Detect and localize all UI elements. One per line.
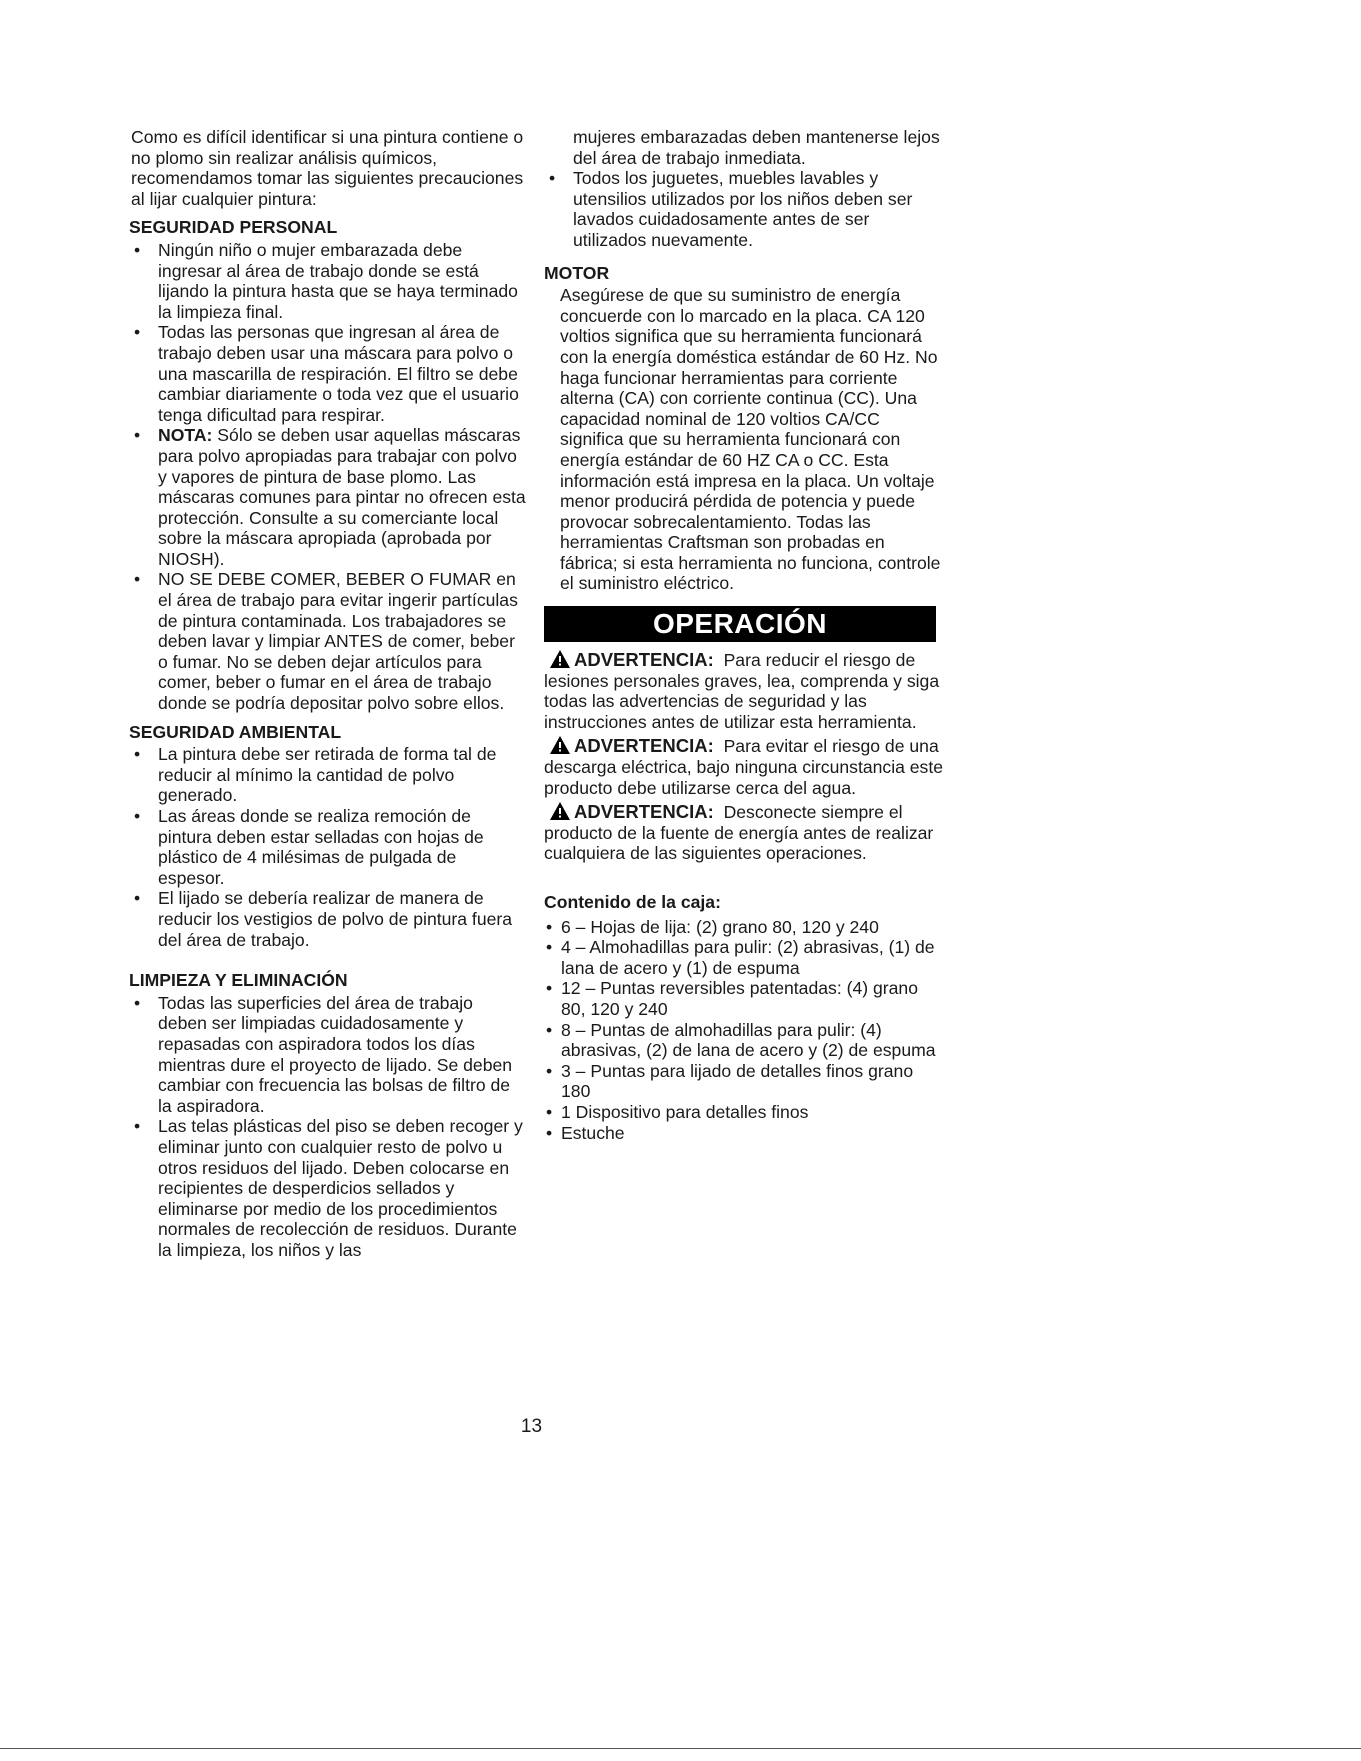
seguridad-ambiental-list (131, 744, 526, 950)
left-column (131, 127, 526, 1260)
limpieza-list (131, 993, 526, 1261)
list-item: • 12 – Puntas reversibles patentadas: (4) grano 80, 120 y 240 (546, 978, 918, 1019)
list-item: • Las telas plásticas del piso se deben recoger y eliminar junto con cualquier resto de polvo u otros residuos del lijado. Deben colocarse en recipientes de desperdicios sellados y eliminarse por medio de los procedimientos normales de recolección de residuos. Durante la limpieza, los niños y las (134, 1116, 523, 1260)
list-item: • La pintura debe ser retirada de forma tal de reducir al mínimo la cantidad de polvo generado. (134, 744, 497, 806)
warning-label: ADVERTENCIA: (574, 649, 714, 671)
right-column (546, 127, 946, 1143)
list-item: • Todas las superficies del área de trabajo deben ser limpiadas cuidadosamente y repasadas con aspiradora todos los días mientras dure el proyecto de lijado. Se deben cambiar con frecuencia las bolsas de filtro de la aspiradora. (134, 992, 513, 1116)
list-item: • Las áreas donde se realiza remoción de pintura deben estar selladas con hojas de plástico de 4 milésimas de pulgada de espesor. (134, 806, 484, 888)
juguetes-list (546, 168, 946, 250)
motor-paragraph: Asegúrese de que su suministro de energía concuerde con lo marcado en la placa. CA 120 voltios significa que su herramienta funcionará con la energía doméstica estándar de 60 Hz. No haga funcionar herramientas para corriente alterna (CA) con corriente continua (CC). Una capacidad nominal de 120 voltios CA/CC significa que su herramienta funcionará con energía estándar de 60 HZ CA o CC. Esta información está impresa en la placa. Un voltaje menor producirá pérdida de potencia y puede provocar sobrecalentamiento. Todas las herramientas Craftsman son probadas en fábrica; si esta herramienta no funciona, controle el suministro eléctrico. (560, 285, 941, 594)
continuation-paragraph: mujeres embarazadas deben mantenerse lejos del área de trabajo inmediata. (573, 127, 940, 168)
heading-seguridad-ambiental: SEGURIDAD AMBIENTAL (129, 721, 342, 742)
warning-3: ADVERTENCIA: Desconecte siempre el producto de la fuente de energía antes de realizar cualquiera de las siguientes operaciones. (544, 801, 934, 864)
list-item: • Estuche (546, 1122, 625, 1143)
list-item: • 3 – Puntas para lijado de detalles finos grano 180 (546, 1060, 914, 1102)
list-item: • 4 – Almohadillas para pulir: (2) abrasivas, (1) de lana de acero y (1) de espuma (546, 937, 935, 978)
warning-1: ADVERTENCIA: Para reducir el riesgo de lesiones personales graves, lea, comprenda y siga todas las advertencias de seguridad y las instrucciones antes de utilizar esta herramienta. (544, 649, 940, 732)
list-item-nota: • NOTA: Sólo se deben usar aquellas máscaras para polvo apropiadas para trabajar con polvo y vapores de pintura de base plomo. Las máscaras comunes para pintar no ofrecen esta protección. Consulte a su comerciante local sobre la máscara apropiada (aprobada por NIOSH). (134, 425, 526, 569)
contenido-heading: Contenido de la caja: (544, 892, 721, 912)
warning-triangle-icon (550, 802, 570, 820)
nota-label: NOTA: (158, 425, 213, 446)
warning-label: ADVERTENCIA: (574, 735, 714, 757)
warning-2: ADVERTENCIA: Para evitar el riesgo de una descarga eléctrica, bajo ninguna circunstancia este producto debe utilizarse cerca del agua. (544, 735, 944, 798)
contenido-list (546, 917, 946, 1144)
list-item: • 1 Dispositivo para detalles finos (546, 1101, 809, 1122)
list-item: • 8 – Puntas de almohadillas para pulir: (4) abrasivas, (2) de lana de acero y (2) de espuma (546, 1019, 936, 1061)
operacion-banner: OPERACIÓN (544, 606, 936, 642)
warning-triangle-icon (550, 650, 570, 668)
bottom-rule (0, 1748, 1361, 1749)
list-item: • Todos los juguetes, muebles lavables y utensilios utilizados por los niños deben ser lavados cuidadosamente antes de ser utilizados nuevamente. (549, 168, 913, 250)
list-item: • NO SE DEBE COMER, BEBER O FUMAR en el área de trabajo para evitar ingerir partículas de pintura contaminada. Los trabajadores se deben lavar y limpiar ANTES de comer, beber o fumar. No se deben dejar artículos para comer, beber o fumar en el área de trabajo donde se podría depositar polvo sobre ellos. (134, 569, 518, 714)
intro-paragraph: Como es difícil identificar si una pintura contiene o no plomo sin realizar análisis químicos, recomendamos tomar las siguientes precauciones al lijar cualquier pintura: (131, 127, 524, 209)
list-item: • Todas las personas que ingresan al área de trabajo deben usar una máscara para polvo o una mascarilla de respiración. El filtro se debe cambiar diariamente o toda vez que el usuario tenga dificultad para respirar. (134, 322, 519, 425)
heading-motor: MOTOR (544, 262, 610, 283)
warning-triangle-icon (550, 736, 570, 754)
warning-label: ADVERTENCIA: (574, 801, 714, 823)
seguridad-personal-list (131, 240, 526, 714)
list-item: • El lijado se debería realizar de manera de reducir los vestigios de polvo de pintura fuera del área de trabajo. (134, 888, 513, 950)
page-number: 13 (520, 1416, 543, 1437)
list-item: • Ningún niño o mujer embarazada debe ingresar al área de trabajo donde se está lijando la pintura hasta que se haya terminado la limpieza final. (134, 239, 518, 322)
heading-seguridad-personal: SEGURIDAD PERSONAL (129, 217, 338, 238)
list-item: • 6 – Hojas de lija: (2) grano 80, 120 y 240 (546, 916, 879, 937)
heading-limpieza: LIMPIEZA Y ELIMINACIÓN (129, 970, 348, 991)
